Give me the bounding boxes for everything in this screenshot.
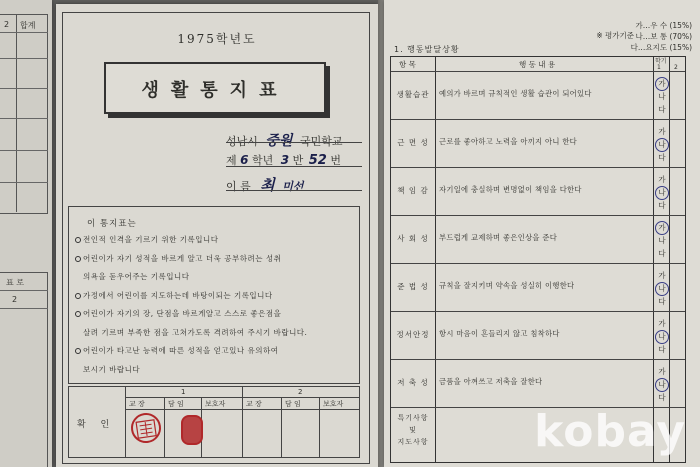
bullet-icon — [75, 311, 81, 317]
grade-mark-selected: 나 — [655, 138, 669, 152]
grade-mark: 다 — [658, 393, 666, 402]
confirmation-column-header: 담 임 — [168, 400, 184, 408]
grade-mark: 가 — [658, 319, 666, 328]
left-table-row-line — [0, 182, 48, 183]
title-box — [104, 62, 326, 114]
principal-seal — [129, 411, 163, 445]
header-item: 항 목 — [399, 60, 416, 69]
trait-description: 예의가 바르며 규칙적인 생활 습관이 되어있다 — [439, 89, 592, 98]
left-table-row-line — [0, 308, 48, 309]
student-number: 52 — [308, 153, 327, 168]
report-card-cover — [56, 4, 378, 467]
trait-label: 사 회 성 — [397, 234, 429, 243]
left-table-row-line — [0, 88, 48, 89]
trait-description: 금품을 아껴쓰고 저축을 잘한다 — [439, 377, 543, 386]
evaluation-criteria — [596, 20, 692, 53]
cf-line — [164, 397, 165, 457]
left-table-row-line — [0, 32, 48, 33]
evaluation-criteria-line: 나…보 통 (70%) — [635, 32, 692, 41]
name-label: 이 름 — [226, 180, 251, 193]
left-table-row-line — [0, 118, 48, 119]
student-name-first: 최 — [260, 176, 275, 194]
kobay-watermark: kobay — [534, 406, 686, 457]
left-table-row-line — [0, 290, 48, 291]
confirmation-column-header: 교 장 — [129, 400, 145, 408]
grade-mark: 다 — [658, 249, 666, 258]
trait-label: 저 축 성 — [397, 378, 429, 387]
trait-description: 자기일에 충실하며 변명없이 책임을 다한다 — [439, 185, 582, 194]
notice-item — [75, 363, 363, 376]
trait-description: 근로를 좋아하고 노력을 아끼지 아니 한다 — [439, 137, 578, 146]
grade-mark: 가 — [658, 271, 666, 280]
class-label: 반 — [292, 154, 304, 167]
trait-description: 부드럽게 교제하며 좋은인상을 준다 — [439, 233, 558, 242]
left-lower-header: 표 로 — [6, 278, 24, 287]
notice-item-text: 어린이가 타고난 능력에 따른 성적을 얻고있나 유의하여 — [83, 346, 279, 355]
table-row-line — [391, 167, 685, 168]
seal-pattern-icon — [133, 417, 160, 440]
trait-label: 준 법 성 — [397, 282, 429, 291]
notice-item-text: 어린이가 자기 성적을 바르게 알고 더욱 공부하려는 성취 — [83, 253, 282, 263]
grade-mark-selected: 가 — [655, 77, 669, 91]
grade-number: 6 — [240, 153, 249, 167]
grade-label: 학년 — [252, 154, 274, 167]
notice-item — [75, 307, 355, 320]
left-lower-header-sub: 2 — [12, 295, 18, 304]
notice-item-text: 어린이가 자기의 장, 단점을 바르게알고 스스로 좋은점을 — [83, 309, 282, 318]
term-2-header: 2 — [298, 388, 303, 396]
table-col-line — [653, 57, 654, 462]
bullet-icon — [75, 348, 81, 354]
left-table-header-1: 2 — [4, 20, 10, 29]
trait-label: 근 면 성 — [397, 138, 429, 147]
notice-item — [75, 289, 355, 302]
underline — [226, 190, 362, 191]
confirmation-label: 확 인 — [77, 420, 116, 430]
school-type: 국민학교 — [299, 135, 343, 148]
evaluation-criteria-line: 다…요지도 (15%) — [630, 43, 692, 52]
notice-item — [75, 344, 355, 357]
notice-item — [75, 252, 355, 265]
name-line — [226, 174, 304, 195]
table-row-line — [391, 119, 685, 120]
evaluation-criteria-lines — [631, 20, 692, 53]
grade-mark: 가 — [658, 127, 666, 136]
trait-description: 항시 마음이 흔들리지 않고 침착하다 — [439, 329, 560, 338]
trait-label: 정서안정 — [396, 330, 430, 339]
trait-description: 규칙을 잘지키며 약속을 성실히 이행한다 — [439, 281, 575, 290]
notice-title: 이 통지표는 — [87, 219, 137, 229]
class-number: 3 — [280, 153, 290, 167]
notice-item — [75, 270, 363, 283]
evaluation-criteria-label: ※ 평가기준 — [596, 31, 634, 40]
left-table-row-line — [0, 58, 48, 59]
evaluation-criteria-line: 가…우 수 (15%) — [635, 21, 692, 30]
grade-mark-selected: 나 — [655, 330, 669, 344]
grade-mark: 다 — [658, 105, 666, 114]
table-header-line — [391, 71, 685, 72]
notice-item-text: 보시기 바랍니다 — [83, 364, 141, 374]
underline — [226, 142, 362, 143]
term-1-header: 1 — [181, 388, 186, 396]
grade-mark: 가 — [658, 367, 666, 376]
grade-mark: 다 — [658, 153, 666, 162]
cf-line — [319, 397, 320, 457]
table-row-line — [391, 215, 685, 216]
confirmation-column-header: 보호자 — [323, 400, 344, 408]
underline — [226, 166, 362, 167]
class-prefix: 제 — [226, 154, 237, 167]
trait-label: 책 임 감 — [397, 186, 429, 195]
remarks-label — [393, 412, 433, 448]
header-term: 학기 — [655, 58, 667, 65]
school-city: 성남시 — [226, 135, 258, 148]
confirmation-column-header: 교 장 — [246, 400, 262, 408]
left-page-strip — [0, 0, 52, 467]
confirmation-column-header: 담 임 — [285, 400, 301, 408]
cf-line — [281, 397, 282, 457]
grade-mark: 가 — [658, 175, 666, 184]
table-row-line — [391, 311, 685, 312]
school-name-handwritten: 중원 — [265, 133, 293, 149]
notice-item-text: 의욕을 돋우어주는 기록입니다 — [83, 272, 190, 281]
bullet-icon — [75, 256, 81, 262]
number-label: 번 — [330, 154, 341, 167]
notice-box — [68, 206, 360, 384]
header-term-1: 1 — [657, 64, 661, 71]
table-col-line — [669, 57, 670, 462]
left-lower-table — [0, 272, 48, 467]
behavior-table — [390, 56, 686, 463]
cf-line — [125, 397, 359, 398]
left-table-header-2: 합계 — [20, 21, 36, 30]
grade-mark: 다 — [658, 201, 666, 210]
notice-item-text: 살려 기르며 부족한 점을 고쳐가도록 격려하여 주시기 바랍니다. — [83, 327, 308, 337]
teacher-seal — [181, 415, 203, 445]
notice-item — [75, 233, 355, 246]
left-upper-table — [0, 14, 48, 214]
grade-mark: 나 — [658, 236, 666, 245]
table-col-line — [435, 57, 436, 462]
confirmation-column-header: 보호자 — [205, 400, 226, 408]
student-name-rest: 미선 — [282, 180, 304, 193]
bullet-icon — [75, 237, 81, 243]
remarks-label-line3: 지도사항 — [397, 438, 429, 446]
section-title: 1. 행동발달상황 — [394, 45, 460, 54]
remarks-label-line2: 및 — [409, 426, 417, 434]
notice-item-text: 전인적 인격을 기르기 위한 기록입니다 — [83, 235, 219, 244]
remarks-label-line1: 특기사항 — [397, 414, 429, 422]
behavior-record-page — [384, 0, 700, 467]
grade-mark-selected: 나 — [655, 378, 669, 392]
trait-label: 생활습관 — [396, 90, 430, 99]
cf-line — [125, 409, 359, 410]
table-row-line — [391, 359, 685, 360]
school-line — [226, 130, 342, 150]
grade-mark-selected: 나 — [655, 186, 669, 200]
school-year: 1975학년도 — [177, 32, 257, 46]
grade-mark: 나 — [658, 92, 666, 101]
grade-mark-selected: 나 — [655, 282, 669, 296]
notice-item-text: 가정에서 어린이를 지도하는데 바탕이되는 기록입니다 — [83, 290, 273, 300]
header-content: 행 동 내 용 — [519, 60, 556, 69]
document-title: 생활통지표 — [141, 80, 289, 101]
grade-mark: 다 — [658, 345, 666, 354]
table-row-line — [391, 263, 685, 264]
left-table-row-line — [0, 150, 48, 151]
bullet-icon — [75, 293, 81, 299]
grade-mark-selected: 가 — [655, 221, 669, 235]
notice-item — [75, 326, 363, 339]
grade-mark: 다 — [658, 297, 666, 306]
confirmation-table — [68, 386, 360, 458]
header-term-2: 2 — [674, 64, 678, 71]
